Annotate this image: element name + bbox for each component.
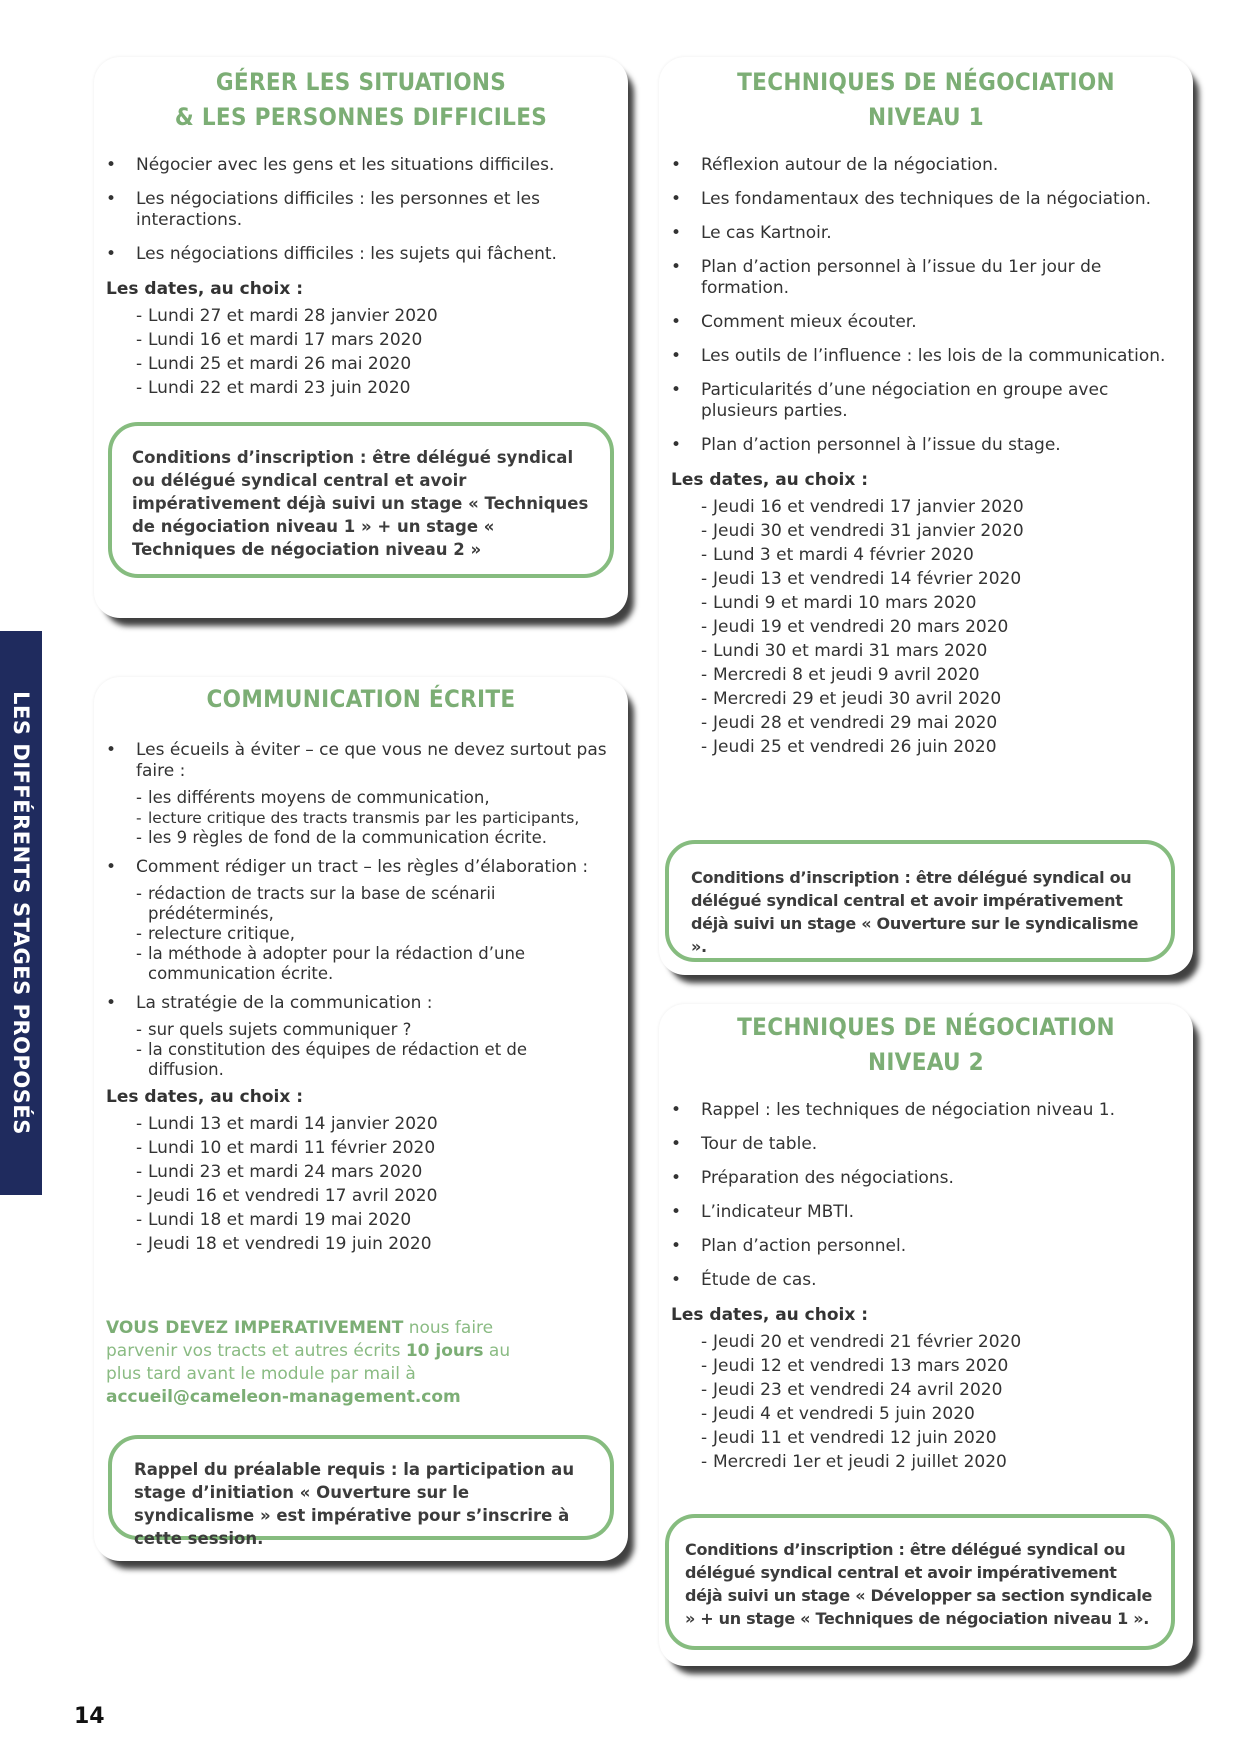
date-item: - Mercredi 8 et jeudi 9 avril 2020 [701, 663, 1181, 687]
reminder-box [108, 1435, 614, 1548]
dates-list [106, 304, 616, 400]
sidebar-section-tab [0, 631, 42, 1195]
conditions-box [108, 422, 614, 578]
list-item [106, 857, 622, 984]
sub-item: - les 9 règles de fond de la communication écrite. [136, 828, 622, 848]
date-item: - Lund 3 et mardi 4 février 2020 [701, 543, 1181, 567]
date-item: - Jeudi 13 et vendredi 14 février 2020 [701, 567, 1181, 591]
list-item: • Réflexion autour de la négociation. [671, 155, 1181, 176]
list-item: • Plan d’action personnel à l’issue du 1er jour de formation. [671, 257, 1181, 299]
title-line-2: NIVEAU 2 [867, 1048, 984, 1076]
dates-label: Les dates, au choix : [671, 1305, 869, 1325]
card-negotiation-level-2 [659, 1004, 1193, 1666]
date-item: - Jeudi 4 et vendredi 5 juin 2020 [701, 1402, 1187, 1426]
notice-emphasis: VOUS DEVEZ IMPERATIVEMENT [106, 1318, 404, 1338]
conditions-text: Conditions d’inscription : être délégué syndical ou délégué syndical central et avoir impérativement déjà suivi un stage « Ouverture sur le syndicalisme ». [691, 868, 1139, 956]
date-item: - Jeudi 19 et vendredi 20 mars 2020 [701, 615, 1181, 639]
title-line-1: TECHNIQUES DE NÉGOCIATION [737, 1013, 1115, 1041]
list-item: • Les négociations difficiles : les personnes et les interactions. [106, 189, 616, 231]
sub-list [136, 1020, 622, 1080]
date-item: - Jeudi 25 et vendredi 26 juin 2020 [701, 735, 1181, 759]
date-item: - Jeudi 16 et vendredi 17 janvier 2020 [701, 495, 1181, 519]
conditions-text: Conditions d’inscription : être délégué syndical ou délégué syndical central et avoir impérativement déjà suivi un stage « Développer sa section syndicale » + un stage « Techniques de négociation niveau 1 ». [685, 1540, 1153, 1628]
date-item: - Lundi 23 et mardi 24 mars 2020 [136, 1160, 622, 1184]
dates-label: Les dates, au choix : [106, 1087, 304, 1107]
bullet-list [671, 155, 1181, 456]
list-item: • Comment mieux écouter. [671, 312, 1181, 333]
dates-label: Les dates, au choix : [106, 279, 304, 299]
bullet-list [106, 155, 616, 265]
sub-item: - la constitution des équipes de rédaction et de diffusion. [136, 1040, 622, 1080]
dates-list [671, 495, 1181, 759]
notice-text: nous faire parvenir vos tracts et autres écrits [106, 1318, 494, 1361]
date-item: - Lundi 16 et mardi 17 mars 2020 [136, 328, 616, 352]
bullet-list [106, 740, 622, 1080]
conditions-text: Conditions d’inscription : être délégué syndical ou délégué syndical central et avoir impérativement déjà suivi un stage « Techniques de négociation niveau 1 » + un stage « Techniques de négociation niveau 2 » [132, 448, 589, 559]
submission-notice [106, 1317, 526, 1409]
list-item: • Négocier avec les gens et les situations difficiles. [106, 155, 616, 176]
sub-list [136, 788, 622, 848]
title-line-1: TECHNIQUES DE NÉGOCIATION [737, 68, 1115, 96]
title-line-2: NIVEAU 1 [867, 103, 984, 131]
date-item: - Lundi 30 et mardi 31 mars 2020 [701, 639, 1181, 663]
date-item: - Jeudi 23 et vendredi 24 avril 2020 [701, 1378, 1187, 1402]
list-item: • Les négociations difficiles : les sujets qui fâchent. [106, 244, 616, 265]
date-item: - Lundi 10 et mardi 11 février 2020 [136, 1136, 622, 1160]
list-item [106, 740, 622, 848]
list-item: • Rappel : les techniques de négociation niveau 1. [671, 1100, 1187, 1121]
reminder-text: Rappel du préalable requis : la participation au stage d’initiation « Ouverture sur le syndicalisme » est impérative pour s’inscrire à cette session. [134, 1460, 575, 1548]
list-item: • L’indicateur MBTI. [671, 1202, 1187, 1223]
notice-text: au plus tard avant le module par mail à [106, 1341, 511, 1384]
sidebar-label: LES DIFFÉRENTS STAGES PROPOSÉS [9, 691, 33, 1135]
list-item: • Tour de table. [671, 1134, 1187, 1155]
sub-list [136, 884, 622, 984]
date-item: - Jeudi 28 et vendredi 29 mai 2020 [701, 711, 1181, 735]
list-item: • Particularités d’une négociation en groupe avec plusieurs parties. [671, 380, 1181, 422]
date-item: - Jeudi 30 et vendredi 31 janvier 2020 [701, 519, 1181, 543]
date-item: - Lundi 9 et mardi 10 mars 2020 [701, 591, 1181, 615]
conditions-box [665, 840, 1175, 962]
dates-label: Les dates, au choix : [671, 470, 869, 490]
date-item: - Mercredi 1er et jeudi 2 juillet 2020 [701, 1450, 1187, 1474]
title-line-2: & LES PERSONNES DIFFICILES [174, 103, 548, 131]
conditions-box [665, 1514, 1175, 1650]
sub-item: - relecture critique, [136, 924, 622, 944]
dates-list [106, 1112, 622, 1256]
date-item: - Lundi 25 et mardi 26 mai 2020 [136, 352, 616, 376]
list-item: • Étude de cas. [671, 1270, 1187, 1291]
sub-item: - lecture critique des tracts transmis par les participants, [136, 808, 622, 828]
date-item: - Jeudi 18 et vendredi 19 juin 2020 [136, 1232, 622, 1256]
sub-item: - la méthode à adopter pour la rédaction d’une communication écrite. [136, 944, 622, 984]
list-item-text: Comment rédiger un tract – les règles d’élaboration : [136, 857, 589, 877]
date-item: - Lundi 13 et mardi 14 janvier 2020 [136, 1112, 622, 1136]
date-item: - Lundi 22 et mardi 23 juin 2020 [136, 376, 616, 400]
date-item: - Jeudi 20 et vendredi 21 février 2020 [701, 1330, 1187, 1354]
card-title: COMMUNICATION ÉCRITE [206, 685, 516, 713]
list-item: • Préparation des négociations. [671, 1168, 1187, 1189]
notice-deadline: 10 jours [405, 1341, 484, 1361]
bullet-list [671, 1100, 1187, 1291]
list-item: • Plan d’action personnel à l’issue du stage. [671, 435, 1181, 456]
sub-item: - rédaction de tracts sur la base de scénarii prédéterminés, [136, 884, 622, 924]
title-line-1: GÉRER LES SITUATIONS [215, 68, 507, 96]
list-item [106, 993, 622, 1080]
sub-item: - sur quels sujets communiquer ? [136, 1020, 622, 1040]
card-title [659, 1010, 1193, 1080]
card-written-communication [94, 677, 628, 1561]
list-item-text: Les écueils à éviter – ce que vous ne devez surtout pas faire : [136, 740, 607, 781]
date-item: - Jeudi 11 et vendredi 12 juin 2020 [701, 1426, 1187, 1450]
card-title [659, 65, 1193, 135]
page-number: 14 [74, 1704, 105, 1729]
dates-list [671, 1330, 1187, 1474]
list-item: • Les fondamentaux des techniques de la négociation. [671, 189, 1181, 210]
date-item: - Mercredi 29 et jeudi 30 avril 2020 [701, 687, 1181, 711]
card-title [94, 65, 628, 135]
list-item-text: La stratégie de la communication : [136, 993, 433, 1013]
date-item: - Lundi 18 et mardi 19 mai 2020 [136, 1208, 622, 1232]
date-item: - Jeudi 16 et vendredi 17 avril 2020 [136, 1184, 622, 1208]
card-negotiation-level-1 [659, 57, 1193, 975]
notice-email-link[interactable]: accueil@cameleon-management.com [106, 1387, 461, 1407]
date-item: - Lundi 27 et mardi 28 janvier 2020 [136, 304, 616, 328]
sub-item: - les différents moyens de communication, [136, 788, 622, 808]
list-item: • Les outils de l’influence : les lois de la communication. [671, 346, 1181, 367]
date-item: - Jeudi 12 et vendredi 13 mars 2020 [701, 1354, 1187, 1378]
list-item: • Plan d’action personnel. [671, 1236, 1187, 1257]
card-difficult-situations [94, 57, 628, 618]
list-item: • Le cas Kartnoir. [671, 223, 1181, 244]
